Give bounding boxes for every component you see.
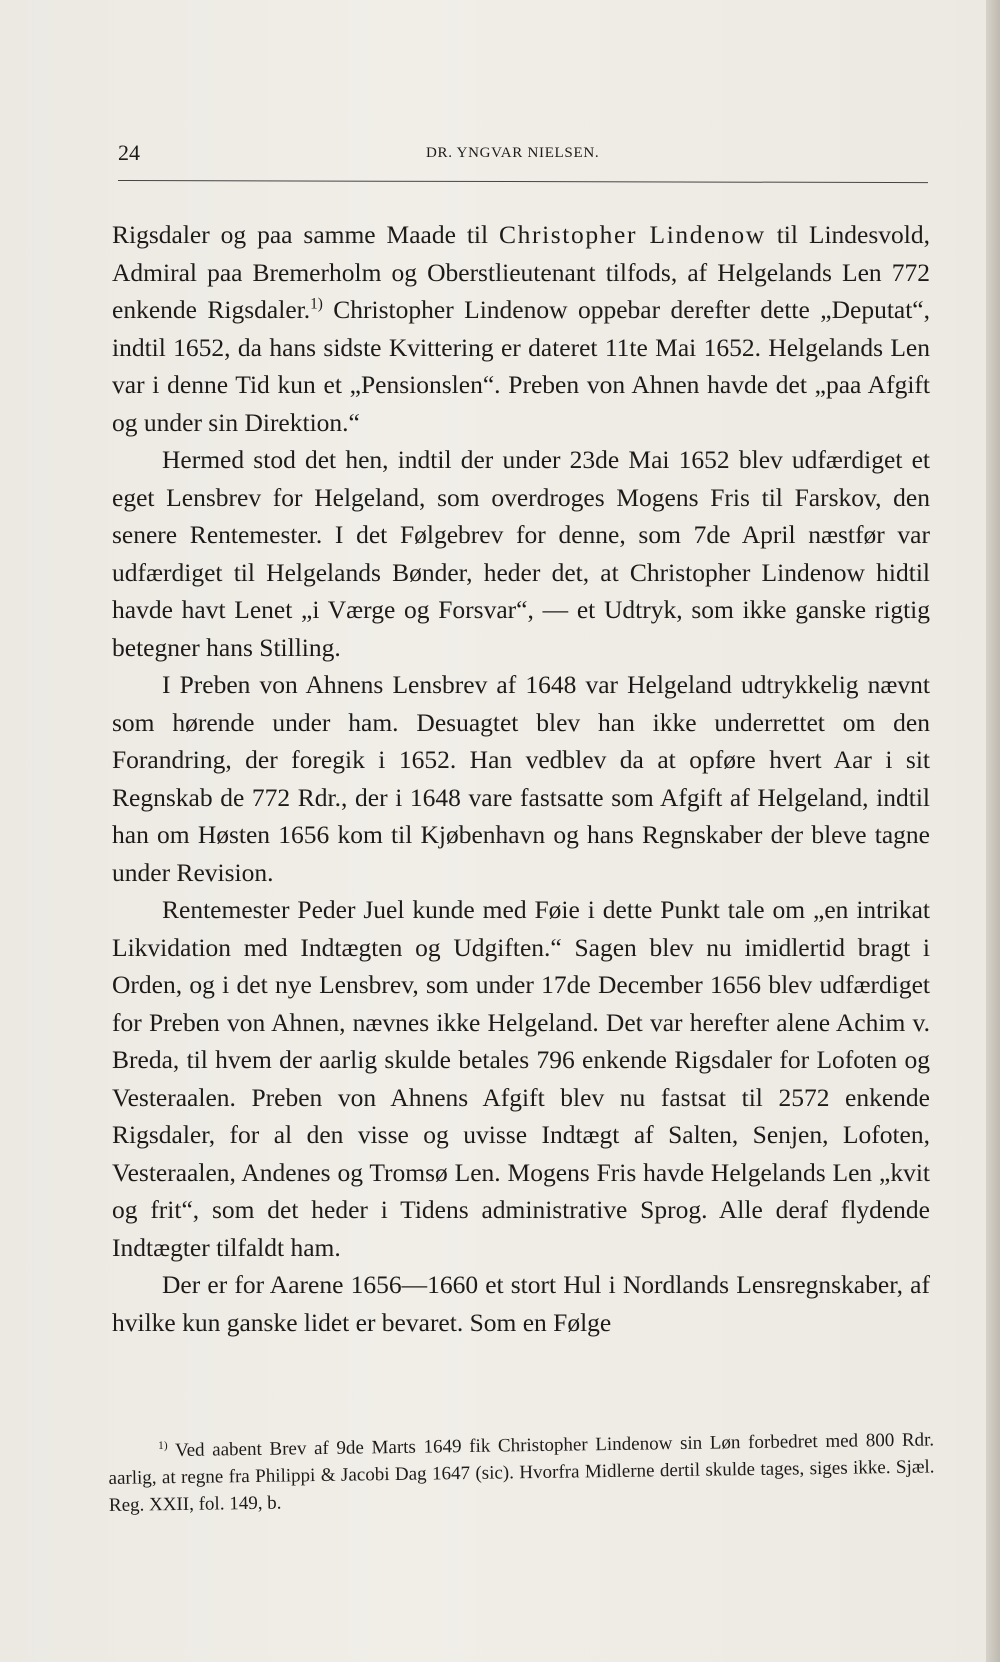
footnote-text: Ved aabent Brev af 9de Marts 1649 fik Christopher Lindenow sin Løn forbedret med 800 Rdr. aarlig, at regne fra Philippi & Jacobi Dag 1647 (sic). Hvorfra Midlerne dertil skulde tages, siges ikke. Sjæl. Reg. XXII, fol. 149, b. [108,1429,935,1516]
page-header [118,140,928,170]
page-number: 24 [118,140,140,165]
paragraph-1-part-a: Rigsdaler og paa samme Maade til [112,220,500,249]
paragraph-1-part-d: Christopher Lindenow oppebar derefter dette „Deputat“, indtil 1652, da hans sidste Kvittering er dateret 11te Mai 1652. Helgelands Len var i denne Tid kun et „Pensionslen“. Preben von Ahnen havde det „paa Afgift og under sin Direktion.“ [112,295,931,437]
footnote-reference: 1) [310,295,323,313]
footnote-marker: 1) [158,1439,168,1452]
body-text [112,216,930,1341]
page-edge [986,0,1000,1662]
header-rule [118,180,928,183]
running-head: DR. YNGVAR NIELSEN. [426,145,600,161]
footnote-1 [108,1426,935,1519]
paragraph-3: I Preben von Ahnens Lensbrev af 1648 var Helgeland udtrykkelig nævnt som hørende under ham. Desuagtet blev han ikke underrettet om den Forandring, der foregik i 1652. Han vedblev da at opføre hvert Aar i sit Regnskab de 772 Rdr., der i 1648 vare fastsatte som Afgift af Helgeland, indtil han om Høsten 1656 kom til Kjøbenhavn og hans Regnskaber der bleve tagne under Revision. [112,670,930,887]
paragraph-1-part-c: til Lindesvold, Admiral paa Bremerholm og Oberstlieutenant tilfods, af Helgelands Len 772 enkende Rigsdaler. [112,220,930,324]
paragraph-2: Hermed stod det hen, indtil der under 23de Mai 1652 blev udfærdiget et eget Lensbrev for Helgeland, som overdroges Mogens Fris til Farskov, den senere Rentemester. I det Følgebrev for denne, som 7de April næstfør var udfærdiget til Helgelands Bønder, heder det, at Christopher Lindenow hidtil havde havt Lenet „i Værge og Forsvar“, — et Udtryk, som ikke ganske rigtig betegner hans Stilling. [112,445,930,662]
paragraph-1 [112,216,930,441]
paragraph-4: Rentemester Peder Juel kunde med Føie i dette Punkt tale om „en intrikat Likvidation med Indtægten og Udgiften.“ Sagen blev nu imidlertid bragt i Orden, og i det nye Lensbrev, som under 17de December 1656 blev udfærdiget for Preben von Ahnen, nævnes ikke Helgeland. Det var herefter alene Achim v. Breda, til hvem der aarlig skulde betales 796 enkende Rigsdaler for Lofoten og Vesteraalen. Preben von Ahnens Afgift blev nu fastsat til 2572 enkende Rigsdaler, for al den visse og uvisse Indtægt af Salten, Senjen, Lofoten, Vesteraalen, Andenes og Tromsø Len. Mogens Fris havde Helgelands Len „kvit og frit“, som det heder i Tidens administrative Sprog. Alle deraf flydende Indtægter tilfaldt ham. [112,895,930,1262]
footnotes [108,1426,935,1519]
name-christopher-lindenow: Christopher Lindenow [499,220,766,249]
paragraph-5: Der er for Aarene 1656—1660 et stort Hul i Nordlands Lensregnskaber, af hvilke kun ganske lidet er bevaret. Som en Følge [112,1270,930,1337]
